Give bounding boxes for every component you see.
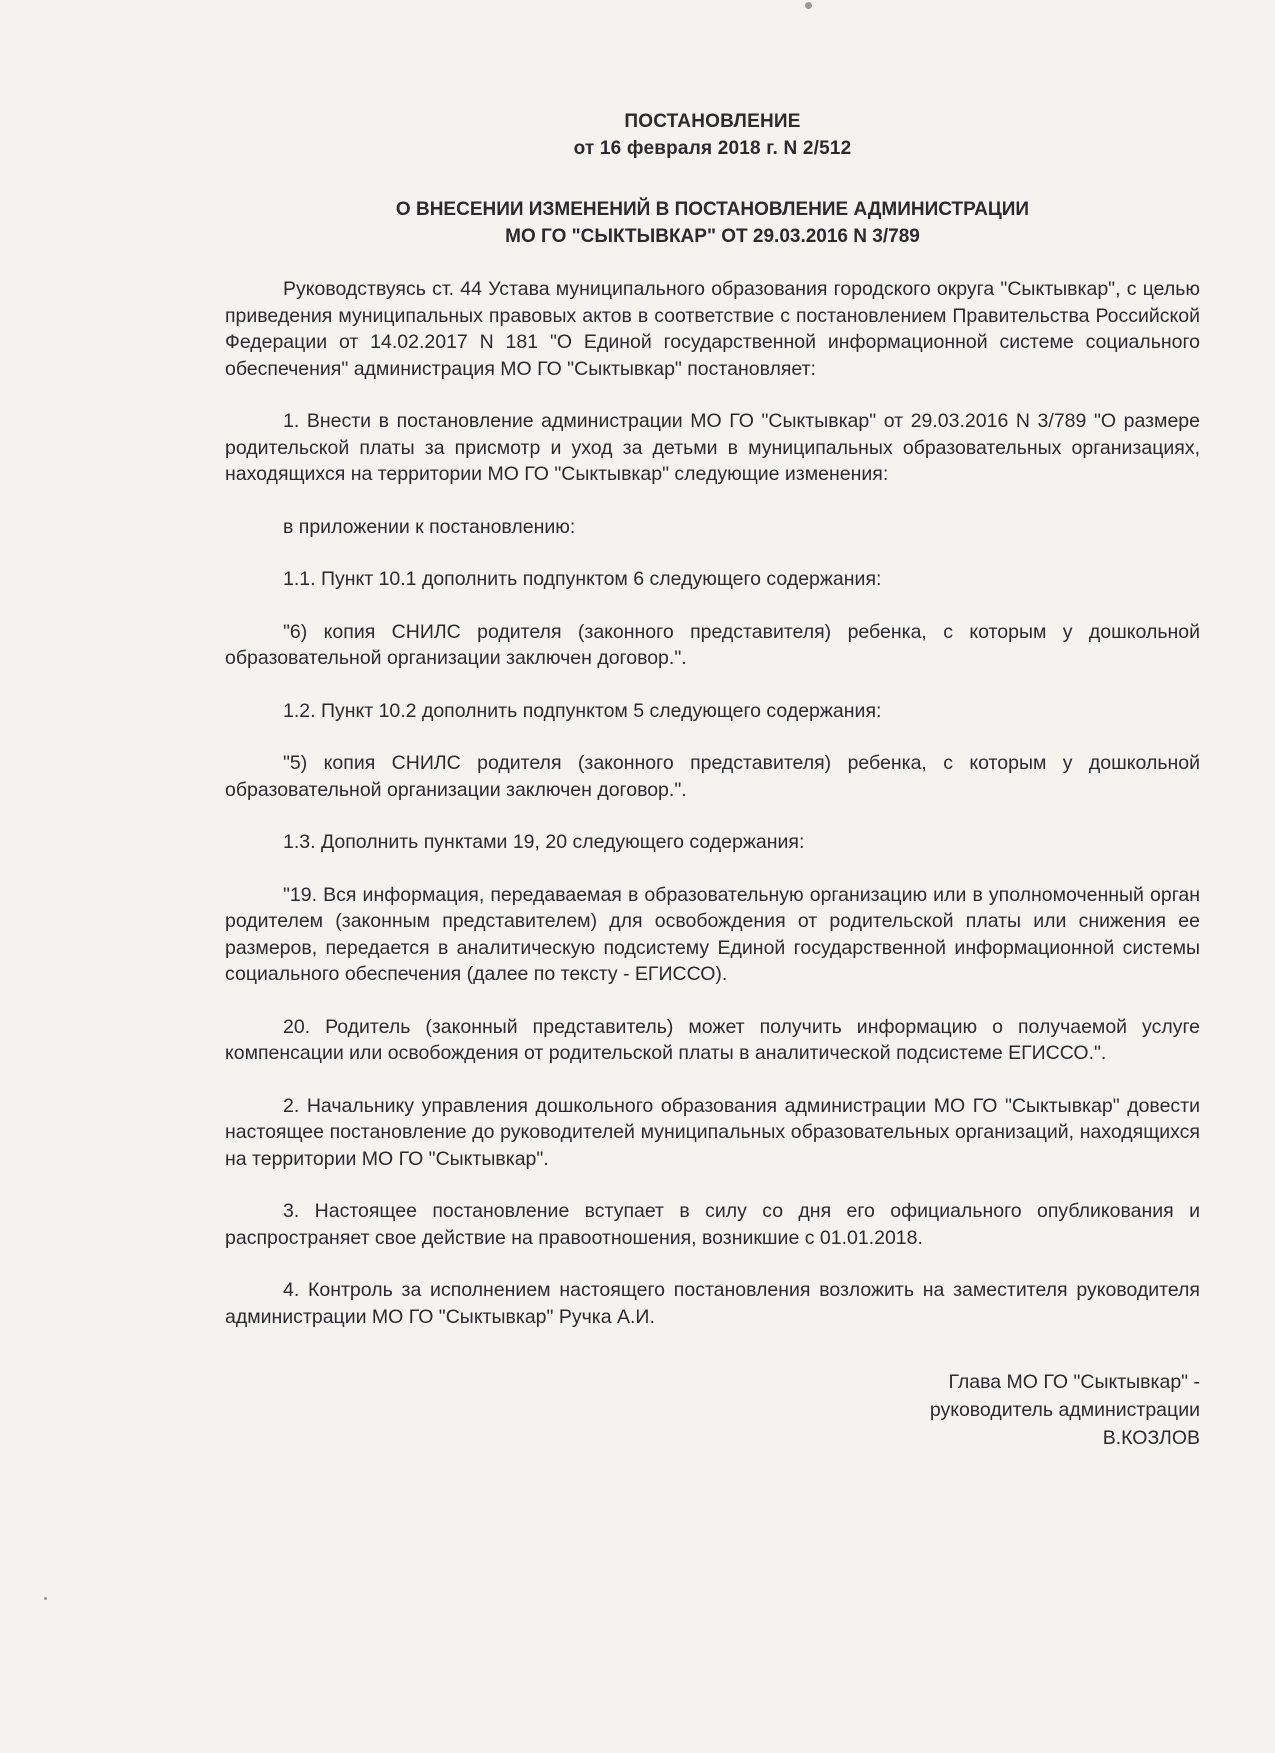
document-type: ПОСТАНОВЛЕНИЕ (624, 111, 801, 132)
subject-line-2: МО ГО "СЫКТЫВКАР" ОТ 29.03.2016 N 3/789 (505, 226, 920, 247)
signatory-name: В.КОЗЛОВ (1102, 1427, 1200, 1449)
document-content (225, 108, 1200, 1452)
item-1-2-text-paragraph: "5) копия СНИЛС родителя (законного представителя) ребенка, с которым у дошкольной образовательной организации заключен договор.". (225, 752, 1200, 801)
item-1-2-paragraph: 1.2. Пункт 10.2 дополнить подпунктом 5 следующего содержания: (283, 699, 882, 722)
signature-title-line-2: руководитель администрации (929, 1399, 1200, 1421)
item-1-1-text-paragraph: "6) копия СНИЛС родителя (законного представителя) ребенка, с которым у дошкольной образовательной организации заключен договор.". (225, 620, 1200, 669)
preamble-paragraph: Руководствуясь ст. 44 Устава муниципального образования городского округа "Сыктывкар", с целью приведения муниципальных правовых актов в соответствие с постановлением Правительства Российской Федерации от 14.02.2017 N 181 "О Единой государственной информационной системе социального обеспечения" администрация МО ГО "Сыктывкар" постановляет: (225, 278, 1200, 380)
item-3-paragraph: 3. Настоящее постановление вступает в силу со дня его официального опубликования и распространяет свое действие на правоотношения, возникшие с 01.01.2018. (225, 1200, 1200, 1249)
item-1-paragraph: 1. Внести в постановление администрации МО ГО "Сыктывкар" от 29.03.2016 N 3/789 "О размере родительской платы за присмотр и уход за детьми в муниципальных образовательных организациях, находящихся на территории МО ГО "Сыктывкар" следующие изменения: (225, 410, 1200, 485)
signature-title-line-1: Глава МО ГО "Сыктывкар" - (948, 1371, 1200, 1393)
document-date-number: от 16 февраля 2018 г. N 2/512 (573, 138, 852, 159)
subject-line-1: О ВНЕСЕНИИ ИЗМЕНЕНИЙ В ПОСТАНОВЛЕНИЕ АДМИНИСТРАЦИИ (395, 199, 1030, 220)
item-20-paragraph: 20. Родитель (законный представитель) может получить информацию о получаемой услуге компенсации или освобождения от родительской платы в аналитической подсистеме ЕГИССО.". (225, 1015, 1200, 1064)
item-19-paragraph: "19. Вся информация, передаваемая в образовательную организацию или в уполномоченный орган родителем (законным представителем) для освобождения от родительской платы или снижения ее размеров, передается в аналитическую подсистему Единой государственной информационной системы социального обеспечения (далее по тексту - ЕГИССО). (225, 883, 1200, 985)
item-1-3-paragraph: 1.3. Дополнить пунктами 19, 20 следующего содержания: (283, 831, 805, 853)
item-4-paragraph: 4. Контроль за исполнением настоящего постановления возложить на заместителя руководителя администрации МО ГО "Сыктывкар" Ручка А.И. (225, 1279, 1200, 1328)
item-2-paragraph: 2. Начальнику управления дошкольного образования администрации МО ГО "Сыктывкар" довести настоящее постановление до руководителей муниципальных образовательных организаций, находящихся на территории МО ГО "Сыктывкар". (225, 1094, 1200, 1170)
scan-speck (44, 1597, 47, 1600)
scan-speck (805, 2, 812, 9)
appendix-intro-paragraph: в приложении к постановлению: (283, 515, 576, 538)
document-header (225, 108, 1200, 162)
item-1-1-paragraph: 1.1. Пункт 10.1 дополнить подпунктом 6 следующего содержания: (283, 568, 882, 590)
signature-block (225, 1368, 1200, 1452)
document-subject (225, 196, 1200, 250)
